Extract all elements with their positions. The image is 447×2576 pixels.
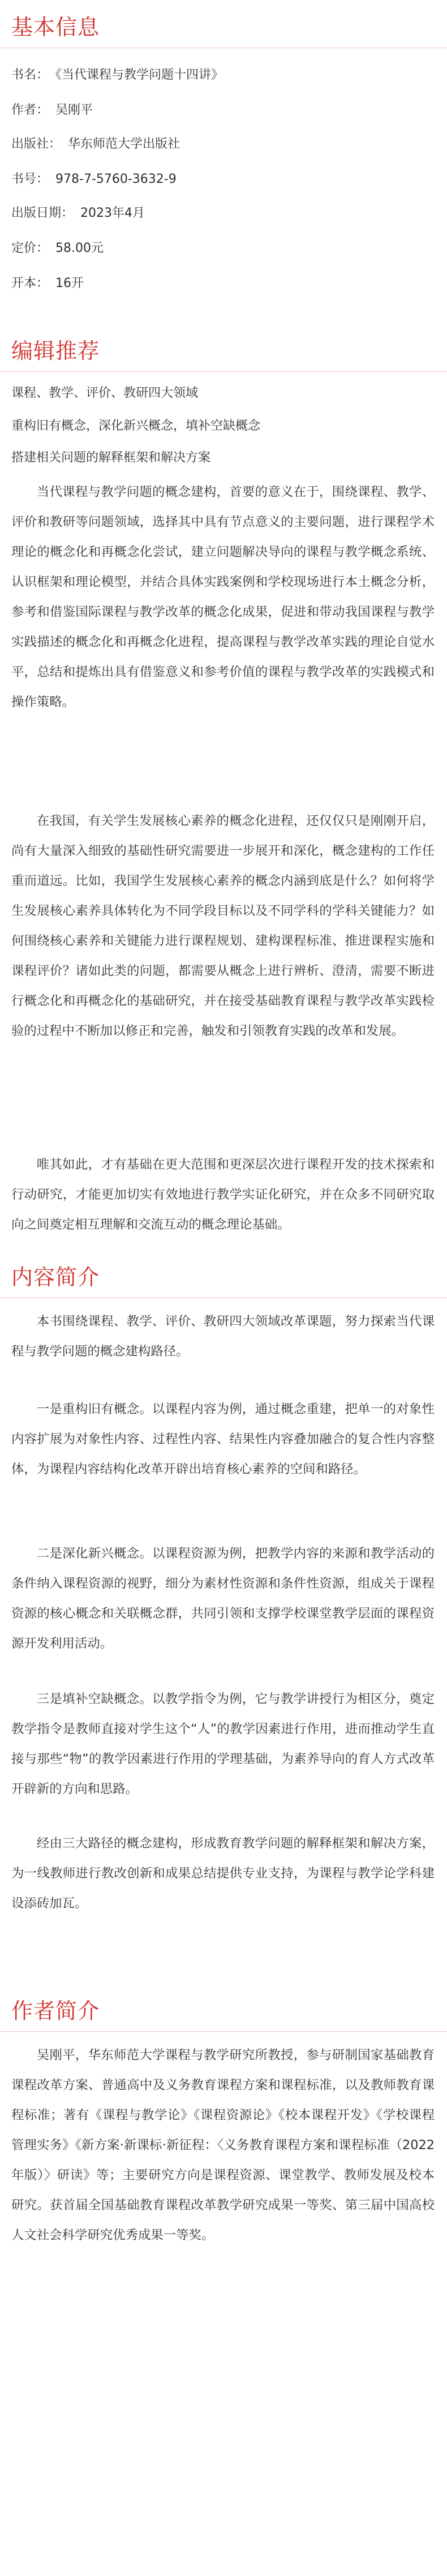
info-author [11,102,93,119]
info-label: 出版日期： [11,206,74,220]
recommend-line: 重构旧有概念，深化新兴概念，填补空缺概念 [11,419,261,433]
intro-paragraph: 经由三大路径的概念建构，形成教育教学问题的解释框架和解决方案，为一线教师进行教改创新和成果总结提供专业支持，为课程与教学论学科建设添砖加瓦。 [11,1836,435,1911]
content-intro-title: 内容简介 [11,1265,100,1290]
recommend-line: 搭建相关问题的解释框架和解决方案 [11,451,211,465]
recommend-line: 课程、教学、评价、教研四大领域 [11,386,199,400]
basic-info-title: 基本信息 [11,15,100,40]
info-value: 华东师范大学出版社 [68,137,180,151]
recommend-paragraph: 唯其如此，才有基础在更大范围和更深层次进行课程开发的技术探索和行动研究，才能更加切实有效地进行教学实证化研究，并在众多不同研究取向之间奠定相互理解和交流互动的概念理论基础。 [11,1157,435,1232]
intro-paragraph: 三是填补空缺概念。以教学指令为例，它与教学讲授行为相区分，奠定教学指令是教师直接对学生这个“人”的教学因素进行作用，进而推动学生直接与那些“物”的教学因素进行作用的学理基础，为素养导向的育人方式改革开辟新的方向和思路。 [11,1692,435,1796]
author-intro-divider [0,2031,447,2032]
info-book-title [11,67,224,84]
intro-paragraph: 二是深化新兴概念。以课程资源为例，把教学内容的来源和教学活动的条件纳入课程资源的视野，细分为素材性资源和条件性资源，组成关于课程资源的核心概念和关联概念群，共同引领和支撑学校课堂教学层面的课程资源开发利用活动。 [11,1546,435,1651]
author-intro-title: 作者简介 [11,1999,100,2023]
recommend-paragraph: 当代课程与教学问题的概念建构，首要的意义在于，围绕课程、教学、评价和教研等问题领域，选择其中具有节点意义的主要问题，进行课程学术理论的概念化和再概念化尝试，建立问题解决导向的课程与教学概念系统、认识框架和理论模型，并结合具体实践案例和学校现场进行本土概念分析，参考和借鉴国际课程与教学改革的概念化成果，促进和带动我国课程与教学实践描述的概念化和再概念化进程，提高课程与教学改革实践的理论自觉水平，总结和提炼出具有借鉴意义和参考价值的课程与教学改革的实践模式和操作策略。 [11,485,435,709]
info-isbn [11,171,177,188]
info-publish-date [11,205,145,222]
intro-paragraph: 一是重构旧有概念。以课程内容为例，通过概念重建，把单一的对象性内容扩展为对象性内容、过程性内容、结果性内容叠加融合的复合性内容整体，为课程内容结构化改革开辟出培育核心素养的空间和路径。 [11,1402,435,1477]
author-paragraph: 吴刚平，华东师范大学课程与教学研究所教授，参与研制国家基础教育课程改革方案、普通高中及义务教育课程方案和课程标准，以及教师教育课程标准；著有《课程与教学论》《课程资源论》《校本课程开发》《学校课程管理实务》《新方案·新课标·新征程：〈义务教育课程方案和课程标准（2022年版）〉研读》等；主要研究方向是课程资源、课堂教学、教师发展及校本研究。获首届全国基础教育课程改革教学研究成果一等奖、第三届中国高校人文社会科学研究优秀成果一等奖。 [11,2048,435,2243]
info-value: 978-7-5760-3632-9 [55,172,177,186]
info-label: 书名： [11,68,49,82]
info-label: 定价： [11,241,49,255]
info-publisher [11,136,180,153]
intro-paragraph: 本书围绕课程、教学、评价、教研四大领域改革课题，努力探索当代课程与教学问题的概念建构路径。 [11,1314,435,1359]
info-label: 出版社： [11,137,62,151]
info-price [11,240,104,257]
info-value: 《当代课程与教学问题十四讲》 [55,68,224,82]
editor-recommend-divider [0,371,447,372]
recommend-paragraph: 在我国，有关学生发展核心素养的概念化进程，还仅仅只是刚刚开启，尚有大量深入细致的基础性研究需要进一步展开和深化，概念建构的工作任重而道远。比如，我国学生发展核心素养的概念内涵到底是什么？如何将学生发展核心素养具体转化为不同学段目标以及不同学科的学科关键能力？如何围绕核心素养和关键能力进行课程规划、建构课程标准、推进课程实施和课程评价？诸如此类的问题，都需要从概念上进行辨析、澄清，需要不断进行概念化和再概念化的基础研究，并在接受基础教育课程与教学改革实践检验的过程中不断加以修正和完善，触发和引领教育实践的改革和发展。 [11,814,435,1038]
info-format [11,275,84,292]
info-label: 书号： [11,172,49,186]
info-value: 吴刚平 [55,103,93,117]
editor-recommend-title: 编辑推荐 [11,339,100,363]
info-value: 2023年4月 [80,206,145,220]
info-value: 16开 [55,276,84,290]
info-value: 58.00元 [55,241,104,255]
info-label: 作者： [11,103,49,117]
info-label: 开本： [11,276,49,290]
